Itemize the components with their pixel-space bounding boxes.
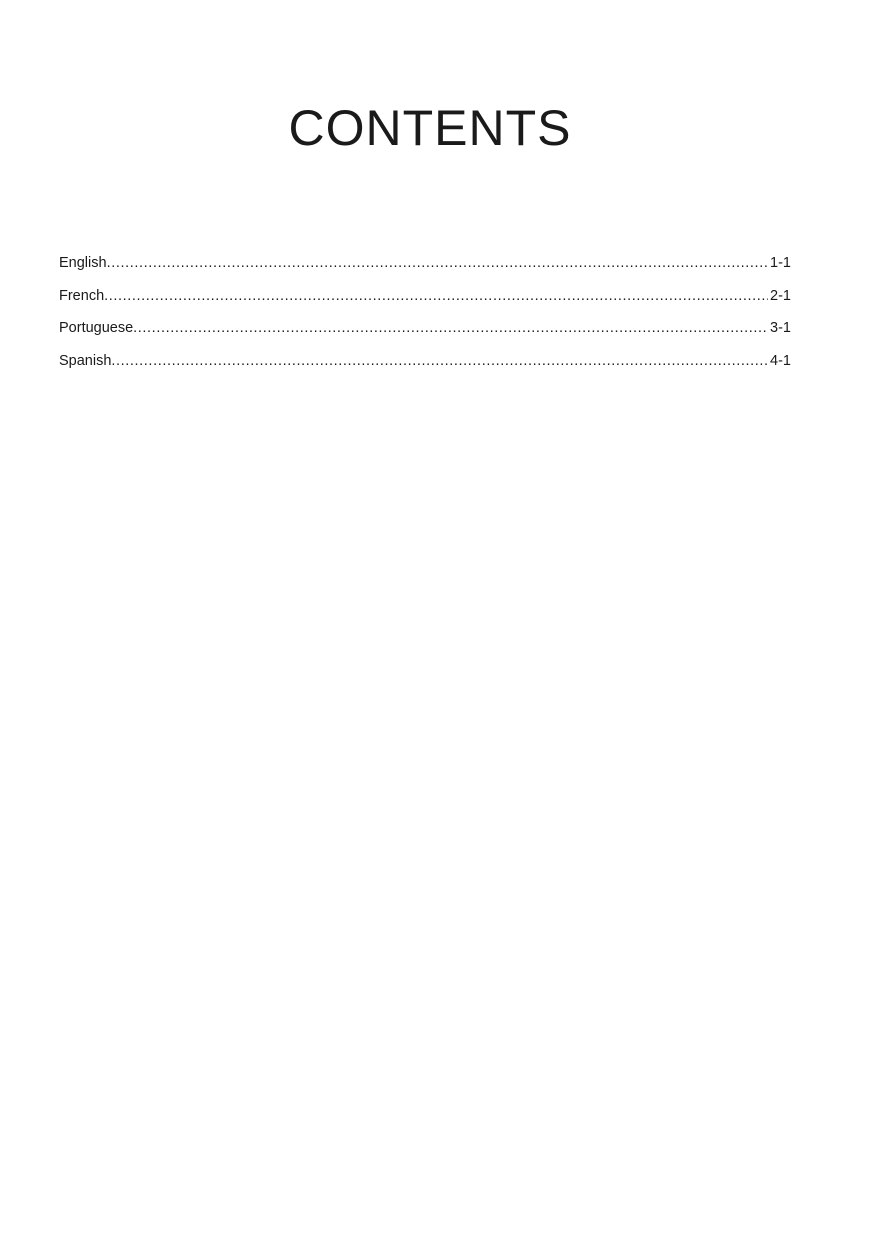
toc-entry-english bbox=[59, 253, 791, 273]
toc-entry-spanish bbox=[59, 351, 791, 371]
toc-entry-label: Portuguese bbox=[59, 320, 134, 336]
toc-entry-page: 3-1 bbox=[770, 320, 791, 336]
page-title: CONTENTS bbox=[288, 100, 572, 156]
toc-entry-french bbox=[59, 286, 791, 306]
toc-entry-portuguese bbox=[59, 318, 791, 338]
dot-leader bbox=[133, 318, 768, 338]
table-of-contents bbox=[59, 253, 791, 383]
toc-entry-page: 4-1 bbox=[770, 352, 791, 369]
dot-leader bbox=[104, 286, 768, 306]
toc-entry-label: French bbox=[59, 287, 105, 304]
dot-leader bbox=[107, 253, 768, 273]
toc-entry-page: 1-1 bbox=[770, 255, 791, 271]
dot-leader bbox=[111, 351, 768, 371]
toc-entry-page: 2-1 bbox=[770, 287, 791, 304]
toc-entry-label: English bbox=[59, 255, 107, 271]
toc-entry-label: Spanish bbox=[59, 352, 112, 369]
